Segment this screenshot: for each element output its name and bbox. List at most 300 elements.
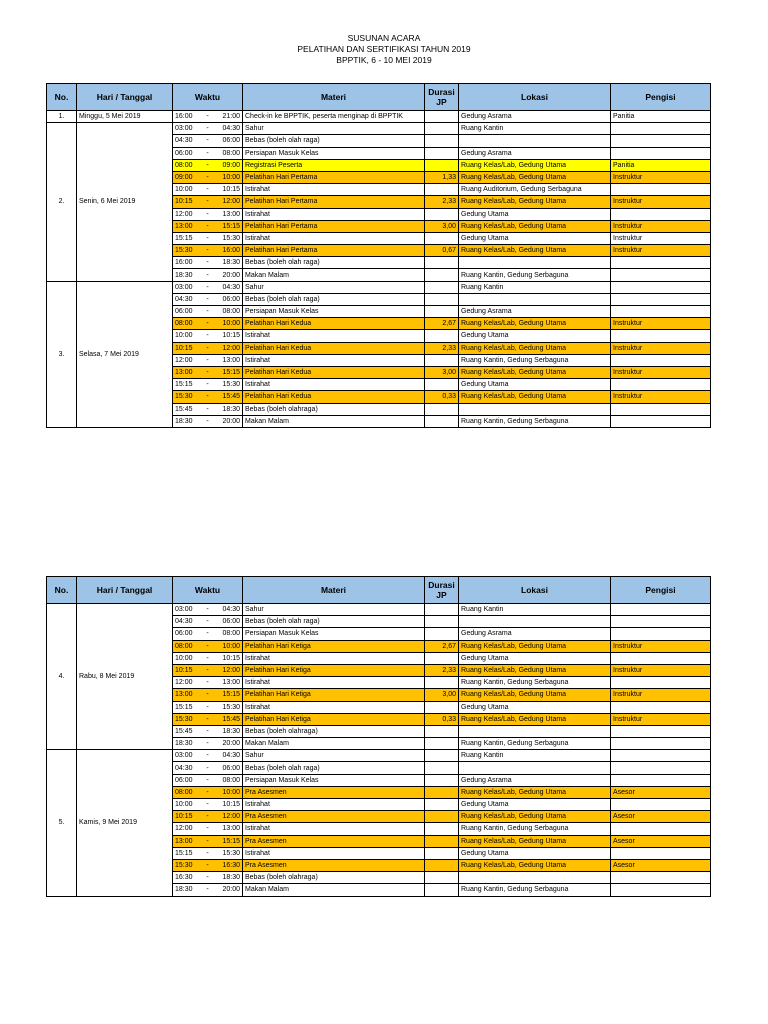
time-end: 06:00	[222, 618, 240, 626]
time-range	[175, 628, 240, 639]
time-range	[175, 367, 240, 378]
filler-cell: Instruktur	[611, 245, 711, 257]
col-header-filler: Pengisi	[611, 84, 711, 111]
time-start: 15:30	[175, 862, 193, 870]
time-end: 06:00	[222, 295, 240, 303]
time-end: 20:00	[222, 886, 240, 894]
time-start: 10:15	[175, 344, 193, 352]
materi-cell: Pelatihan Hari Kedua	[243, 342, 425, 354]
materi-cell: Pra Asesmen	[243, 859, 425, 871]
table-row	[47, 281, 711, 293]
time-range	[175, 860, 240, 871]
time-separator: -	[206, 618, 209, 626]
col-header-material: Materi	[243, 84, 425, 111]
duration-cell	[425, 123, 459, 135]
materi-cell: Check-in ke BPPTIK, peserta menginap di BPPTIK	[243, 111, 425, 123]
filler-cell	[611, 762, 711, 774]
time-cell	[173, 269, 243, 281]
time-start: 10:00	[175, 801, 193, 809]
time-start: 18:30	[175, 417, 193, 425]
location-cell: Ruang Auditorium, Gedung Serbaguna	[459, 184, 611, 196]
time-start: 10:00	[175, 186, 193, 194]
duration-cell	[425, 823, 459, 835]
filler-cell: Panitia	[611, 111, 711, 123]
duration-cell	[425, 403, 459, 415]
time-range	[175, 391, 240, 402]
time-separator: -	[206, 210, 209, 218]
duration-cell	[425, 786, 459, 798]
filler-cell	[611, 135, 711, 147]
filler-cell	[611, 604, 711, 616]
time-separator: -	[206, 393, 209, 401]
time-cell	[173, 354, 243, 366]
duration-cell	[425, 415, 459, 427]
time-range	[175, 750, 240, 761]
duration-cell	[425, 701, 459, 713]
duration-cell	[425, 354, 459, 366]
time-cell	[173, 159, 243, 171]
time-start: 10:00	[175, 654, 193, 662]
materi-cell: Pelatihan Hari Kedua	[243, 391, 425, 403]
materi-cell: Pelatihan Hari Ketiga	[243, 689, 425, 701]
location-cell: Ruang Kelas/Lab, Gedung Utama	[459, 859, 611, 871]
filler-cell: Instruktur	[611, 664, 711, 676]
duration-cell	[425, 257, 459, 269]
location-cell: Ruang Kelas/Lab, Gedung Utama	[459, 159, 611, 171]
time-cell	[173, 403, 243, 415]
filler-cell: Asesor	[611, 859, 711, 871]
duration-cell: 2,33	[425, 196, 459, 208]
duration-cell: 3,00	[425, 220, 459, 232]
time-range	[175, 196, 240, 207]
materi-cell: Bebas (boleh olah raga)	[243, 257, 425, 269]
col-header-day: Hari / Tanggal	[77, 577, 173, 604]
title-line-3: BPPTIK, 6 - 10 MEI 2019	[336, 55, 432, 65]
time-cell	[173, 318, 243, 330]
time-start: 12:00	[175, 356, 193, 364]
time-cell	[173, 281, 243, 293]
materi-cell: Registrasi Peserta	[243, 159, 425, 171]
materi-cell: Pra Asesmen	[243, 811, 425, 823]
location-cell: Ruang Kantin, Gedung Serbaguna	[459, 884, 611, 896]
time-separator: -	[206, 417, 209, 425]
time-range	[175, 702, 240, 713]
time-end: 15:30	[222, 703, 240, 711]
time-cell	[173, 184, 243, 196]
time-separator: -	[206, 332, 209, 340]
title-line-2: PELATIHAN DAN SERTIFIKASI TAHUN 2019	[297, 44, 471, 54]
time-cell	[173, 208, 243, 220]
materi-cell: Pra Asesmen	[243, 835, 425, 847]
materi-cell: Istirahat	[243, 379, 425, 391]
table-body	[47, 111, 711, 428]
time-range	[175, 245, 240, 256]
time-start: 06:00	[175, 308, 193, 316]
time-range	[175, 616, 240, 627]
time-cell	[173, 293, 243, 305]
time-range	[175, 123, 240, 134]
time-cell	[173, 677, 243, 689]
filler-cell: Instruktur	[611, 171, 711, 183]
duration-cell	[425, 330, 459, 342]
filler-cell	[611, 281, 711, 293]
time-cell	[173, 366, 243, 378]
col-header-no: No.	[47, 577, 77, 604]
time-range	[175, 221, 240, 232]
materi-cell: Makan Malam	[243, 738, 425, 750]
time-cell	[173, 835, 243, 847]
time-separator: -	[206, 222, 209, 230]
time-cell	[173, 713, 243, 725]
duration-cell	[425, 811, 459, 823]
filler-cell: Instruktur	[611, 391, 711, 403]
time-range	[175, 763, 240, 774]
duration-label-top: Durasi	[428, 580, 455, 590]
duration-cell	[425, 750, 459, 762]
time-cell	[173, 750, 243, 762]
filler-cell: Instruktur	[611, 220, 711, 232]
materi-cell: Pelatihan Hari Kedua	[243, 318, 425, 330]
time-cell	[173, 628, 243, 640]
filler-cell	[611, 823, 711, 835]
col-header-location: Lokasi	[459, 84, 611, 111]
time-start: 15:45	[175, 727, 193, 735]
filler-cell	[611, 184, 711, 196]
materi-cell: Istirahat	[243, 354, 425, 366]
time-separator: -	[206, 125, 209, 133]
location-cell: Ruang Kelas/Lab, Gedung Utama	[459, 342, 611, 354]
duration-cell	[425, 872, 459, 884]
time-start: 16:00	[175, 259, 193, 267]
day-date: Minggu, 5 Mei 2019	[77, 111, 173, 123]
location-cell: Ruang Kelas/Lab, Gedung Utama	[459, 640, 611, 652]
day-number: 3.	[47, 281, 77, 427]
materi-cell: Istirahat	[243, 232, 425, 244]
time-separator: -	[206, 344, 209, 352]
duration-cell: 0,33	[425, 713, 459, 725]
time-separator: -	[206, 849, 209, 857]
duration-cell	[425, 159, 459, 171]
time-start: 18:30	[175, 886, 193, 894]
location-cell: Ruang Kantin, Gedung Serbaguna	[459, 738, 611, 750]
time-end: 13:00	[222, 825, 240, 833]
time-cell	[173, 604, 243, 616]
time-range	[175, 714, 240, 725]
time-start: 16:00	[175, 113, 193, 121]
time-end: 10:00	[222, 174, 240, 182]
time-cell	[173, 811, 243, 823]
time-separator: -	[206, 654, 209, 662]
time-cell	[173, 135, 243, 147]
time-range	[175, 282, 240, 293]
time-start: 13:00	[175, 369, 193, 377]
location-cell: Ruang Kelas/Lab, Gedung Utama	[459, 171, 611, 183]
time-start: 15:30	[175, 715, 193, 723]
location-cell: Gedung Asrama	[459, 774, 611, 786]
time-cell	[173, 232, 243, 244]
time-range	[175, 306, 240, 317]
time-end: 20:00	[222, 417, 240, 425]
duration-cell	[425, 111, 459, 123]
filler-cell	[611, 847, 711, 859]
time-cell	[173, 762, 243, 774]
time-cell	[173, 147, 243, 159]
table-row	[47, 604, 711, 616]
time-end: 08:00	[222, 776, 240, 784]
time-end: 13:00	[222, 679, 240, 687]
duration-cell: 3,00	[425, 689, 459, 701]
time-cell	[173, 701, 243, 713]
time-start: 06:00	[175, 776, 193, 784]
time-separator: -	[206, 886, 209, 894]
table-header-row	[47, 577, 711, 604]
filler-cell	[611, 123, 711, 135]
location-cell: Ruang Kantin, Gedung Serbaguna	[459, 677, 611, 689]
time-separator: -	[206, 715, 209, 723]
duration-cell: 1,33	[425, 171, 459, 183]
filler-cell: Instruktur	[611, 318, 711, 330]
location-cell: Gedung Utama	[459, 799, 611, 811]
duration-cell	[425, 135, 459, 147]
materi-cell: Sahur	[243, 604, 425, 616]
time-cell	[173, 799, 243, 811]
time-end: 20:00	[222, 740, 240, 748]
materi-cell: Pelatihan Hari Ketiga	[243, 713, 425, 725]
time-cell	[173, 640, 243, 652]
time-range	[175, 836, 240, 847]
time-range	[175, 738, 240, 749]
location-cell: Gedung Asrama	[459, 306, 611, 318]
time-start: 08:00	[175, 642, 193, 650]
time-separator: -	[206, 149, 209, 157]
time-cell	[173, 652, 243, 664]
location-cell	[459, 403, 611, 415]
day-date: Selasa, 7 Mei 2019	[77, 281, 173, 427]
filler-cell: Instruktur	[611, 640, 711, 652]
filler-cell	[611, 750, 711, 762]
duration-cell	[425, 859, 459, 871]
duration-cell	[425, 774, 459, 786]
time-separator: -	[206, 405, 209, 413]
time-cell	[173, 306, 243, 318]
time-range	[175, 689, 240, 700]
filler-cell: Instruktur	[611, 232, 711, 244]
title-line-1: SUSUNAN ACARA	[347, 33, 421, 43]
table-header-row	[47, 84, 711, 111]
time-end: 10:00	[222, 642, 240, 650]
location-cell: Ruang Kantin, Gedung Serbaguna	[459, 823, 611, 835]
time-separator: -	[206, 186, 209, 194]
filler-cell	[611, 701, 711, 713]
filler-cell: Instruktur	[611, 689, 711, 701]
time-separator: -	[206, 606, 209, 614]
time-end: 08:00	[222, 630, 240, 638]
location-cell: Gedung Asrama	[459, 147, 611, 159]
duration-cell	[425, 616, 459, 628]
time-separator: -	[206, 630, 209, 638]
time-end: 15:45	[222, 393, 240, 401]
time-end: 18:30	[222, 874, 240, 882]
duration-cell	[425, 725, 459, 737]
day-date: Senin, 6 Mei 2019	[77, 123, 173, 281]
time-cell	[173, 415, 243, 427]
time-range	[175, 294, 240, 305]
location-cell: Gedung Asrama	[459, 111, 611, 123]
time-end: 04:30	[222, 283, 240, 291]
filler-cell	[611, 147, 711, 159]
time-range	[175, 604, 240, 615]
location-cell	[459, 762, 611, 774]
time-end: 12:00	[222, 813, 240, 821]
time-start: 10:15	[175, 667, 193, 675]
location-cell: Ruang Kantin, Gedung Serbaguna	[459, 354, 611, 366]
time-start: 09:00	[175, 174, 193, 182]
location-cell	[459, 616, 611, 628]
day-number: 1.	[47, 111, 77, 123]
time-separator: -	[206, 764, 209, 772]
duration-cell	[425, 652, 459, 664]
filler-cell: Panitia	[611, 159, 711, 171]
location-cell: Ruang Kantin	[459, 123, 611, 135]
time-range	[175, 787, 240, 798]
time-cell	[173, 245, 243, 257]
time-range	[175, 884, 240, 895]
time-separator: -	[206, 837, 209, 845]
location-cell: Ruang Kelas/Lab, Gedung Utama	[459, 196, 611, 208]
location-cell	[459, 725, 611, 737]
time-range	[175, 726, 240, 737]
duration-cell: 0,67	[425, 245, 459, 257]
duration-cell	[425, 306, 459, 318]
time-end: 15:30	[222, 234, 240, 242]
location-cell: Gedung Utama	[459, 379, 611, 391]
time-cell	[173, 379, 243, 391]
time-range	[175, 404, 240, 415]
time-cell	[173, 664, 243, 676]
time-cell	[173, 786, 243, 798]
time-range	[175, 343, 240, 354]
filler-cell	[611, 354, 711, 366]
location-cell	[459, 257, 611, 269]
time-end: 04:30	[222, 125, 240, 133]
duration-cell	[425, 379, 459, 391]
table-row	[47, 111, 711, 123]
time-start: 08:00	[175, 161, 193, 169]
materi-cell: Istirahat	[243, 677, 425, 689]
time-separator: -	[206, 271, 209, 279]
duration-cell	[425, 677, 459, 689]
time-cell	[173, 391, 243, 403]
time-start: 06:00	[175, 149, 193, 157]
time-separator: -	[206, 137, 209, 145]
time-cell	[173, 689, 243, 701]
filler-cell: Asesor	[611, 811, 711, 823]
filler-cell	[611, 652, 711, 664]
time-range	[175, 379, 240, 390]
time-range	[175, 148, 240, 159]
time-end: 16:30	[222, 862, 240, 870]
time-range	[175, 811, 240, 822]
materi-cell: Sahur	[243, 123, 425, 135]
filler-cell: Asesor	[611, 835, 711, 847]
time-cell	[173, 330, 243, 342]
location-cell: Gedung Utama	[459, 847, 611, 859]
time-separator: -	[206, 813, 209, 821]
duration-cell	[425, 184, 459, 196]
materi-cell: Istirahat	[243, 701, 425, 713]
time-end: 10:15	[222, 186, 240, 194]
time-separator: -	[206, 776, 209, 784]
time-separator: -	[206, 381, 209, 389]
duration-label-top: Durasi	[428, 87, 455, 97]
time-start: 18:30	[175, 271, 193, 279]
location-cell: Ruang Kelas/Lab, Gedung Utama	[459, 689, 611, 701]
materi-cell: Persiapan Masuk Kelas	[243, 628, 425, 640]
filler-cell	[611, 872, 711, 884]
table-row	[47, 750, 711, 762]
time-separator: -	[206, 801, 209, 809]
duration-cell	[425, 799, 459, 811]
time-cell	[173, 872, 243, 884]
duration-cell	[425, 884, 459, 896]
time-cell	[173, 774, 243, 786]
duration-cell: 2,67	[425, 318, 459, 330]
time-start: 15:45	[175, 405, 193, 413]
col-header-time: Waktu	[173, 577, 243, 604]
filler-cell: Instruktur	[611, 342, 711, 354]
materi-cell: Pelatihan Hari Ketiga	[243, 640, 425, 652]
location-cell: Ruang Kantin	[459, 281, 611, 293]
time-start: 12:00	[175, 679, 193, 687]
time-cell	[173, 257, 243, 269]
time-range	[175, 775, 240, 786]
filler-cell	[611, 799, 711, 811]
time-end: 04:30	[222, 752, 240, 760]
location-cell: Ruang Kantin, Gedung Serbaguna	[459, 415, 611, 427]
time-end: 15:45	[222, 715, 240, 723]
location-cell: Gedung Utama	[459, 330, 611, 342]
time-end: 15:30	[222, 381, 240, 389]
time-end: 15:15	[222, 222, 240, 230]
filler-cell	[611, 379, 711, 391]
time-cell	[173, 220, 243, 232]
location-cell: Ruang Kelas/Lab, Gedung Utama	[459, 245, 611, 257]
time-end: 18:30	[222, 727, 240, 735]
time-start: 15:15	[175, 381, 193, 389]
time-separator: -	[206, 752, 209, 760]
materi-cell: Pra Asesmen	[243, 786, 425, 798]
time-range	[175, 799, 240, 810]
location-cell: Gedung Utama	[459, 701, 611, 713]
time-separator: -	[206, 691, 209, 699]
materi-cell: Pelatihan Hari Kedua	[243, 366, 425, 378]
document-title	[0, 33, 768, 66]
location-cell: Gedung Asrama	[459, 628, 611, 640]
duration-cell: 2,33	[425, 342, 459, 354]
duration-cell: 0,33	[425, 391, 459, 403]
time-cell	[173, 859, 243, 871]
time-end: 18:30	[222, 259, 240, 267]
time-cell	[173, 342, 243, 354]
time-separator: -	[206, 369, 209, 377]
time-separator: -	[206, 679, 209, 687]
location-cell: Ruang Kelas/Lab, Gedung Utama	[459, 318, 611, 330]
time-end: 18:30	[222, 405, 240, 413]
time-end: 10:15	[222, 654, 240, 662]
time-separator: -	[206, 308, 209, 316]
materi-cell: Istirahat	[243, 652, 425, 664]
time-start: 10:15	[175, 198, 193, 206]
